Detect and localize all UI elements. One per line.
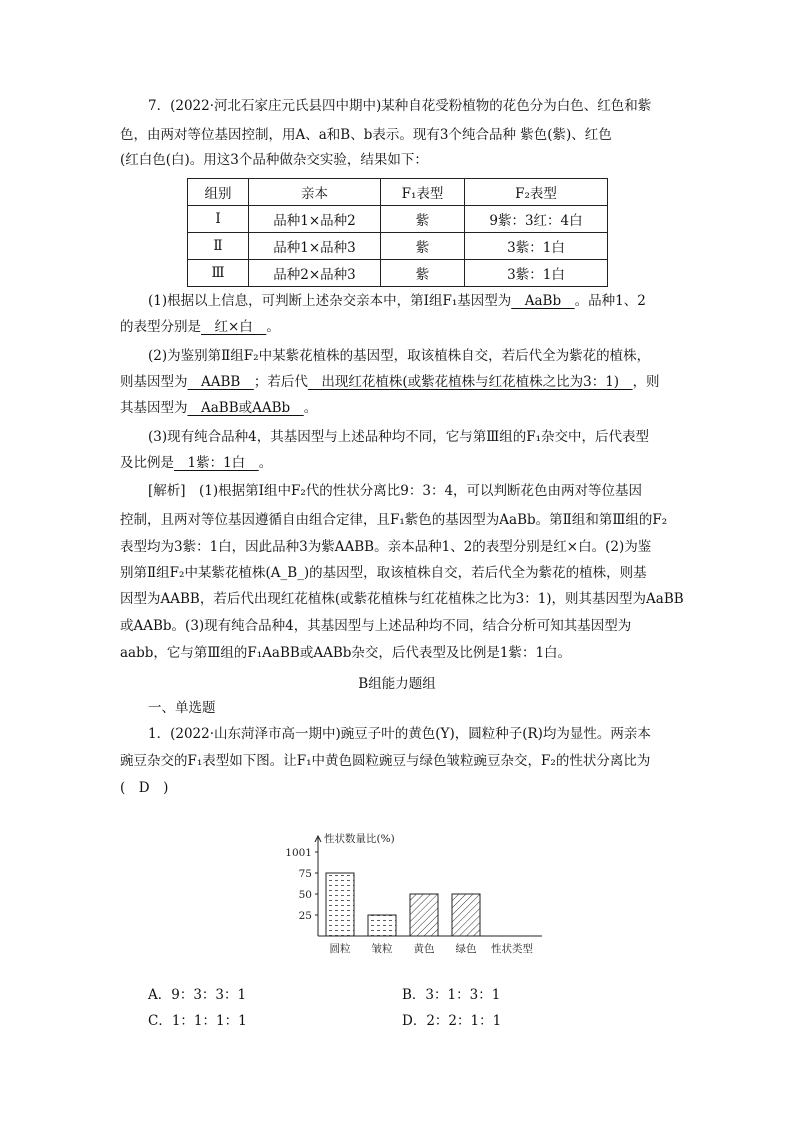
q1-line3: ( D ) <box>120 780 169 796</box>
x-tick-label: 圆粒 <box>329 943 351 955</box>
x-tick-label: 黄色 <box>413 943 435 955</box>
table-cell: Ⅱ <box>188 233 249 260</box>
q1-answer: D <box>138 780 150 796</box>
x-tick-label: 绿色 <box>455 943 477 955</box>
y-tick-label: 25 <box>298 910 312 922</box>
answer-blank: AaBb <box>511 293 575 309</box>
subsection-title: 一、单选题 <box>148 700 216 716</box>
option-d[interactable]: D．2：2：1：1 <box>402 1013 502 1029</box>
bar <box>410 894 438 936</box>
table-header: 组别 <box>188 179 249 206</box>
section-title: B组能力题组 <box>358 676 436 692</box>
q1-line1: 1．(2022·山东菏泽市高一期中)豌豆子叶的黄色(Y)，圆粒种子(R)均为显性。两亲本 <box>148 726 651 742</box>
results-table <box>187 178 608 287</box>
analysis-line: 别第Ⅱ组F₂中某紫花植株(A_B_)的基因型，取该植株自交，若后代全为紫花的植株，则基 <box>120 565 647 581</box>
answer-blank: AABB <box>187 374 254 390</box>
bar-chart <box>280 818 550 968</box>
table-cell: 3紫：1白 <box>465 260 608 287</box>
answer-blank: AaBB或AABb <box>187 400 304 416</box>
q7-part1-line1: (1)根据以上信息，可判断上述杂交亲本中，第Ⅰ组F₁基因型为 AaBb 。品种1、2 <box>148 293 646 309</box>
table-cell: 品种1×品种3 <box>249 233 381 260</box>
option-a[interactable]: A．9：3：3：1 <box>148 987 247 1003</box>
table-cell: Ⅲ <box>188 260 249 287</box>
table-cell: 品种1×品种2 <box>249 206 381 233</box>
q7-part2-line1: (2)为鉴别第Ⅱ组F₂中某紫花植株的基因型，取该植株自交，若后代全为紫花的植株， <box>148 348 651 364</box>
x-tick-label: 皱粒 <box>371 943 393 955</box>
table-cell: 3紫：1白 <box>465 233 608 260</box>
q7-line1: 7．(2022·河北石家庄元氏县四中期中)某种自花受粉植物的花色分为白色、红色和紫 <box>148 98 652 114</box>
q7-line3: (红白色(白)。用这3个品种做杂交实验，结果如下： <box>120 152 428 168</box>
analysis-line: 表型均为3紫：1白，因此品种3为紫AABB。亲本品种1、2的表型分别是红×白。(2)为鉴 <box>120 539 652 555</box>
q7-part2-line3: 其基因型为 AaBB或AABb 。 <box>120 400 318 416</box>
answer-blank: 红×白 <box>201 319 267 335</box>
table-row <box>188 206 608 233</box>
bar <box>452 894 480 936</box>
y-tick-label: 75 <box>298 868 312 880</box>
table-cell: 9紫：3红：4白 <box>465 206 608 233</box>
table-cell: Ⅰ <box>188 206 249 233</box>
table-row <box>188 233 608 260</box>
table-cell: 紫 <box>381 206 465 233</box>
table-header: F₂表型 <box>465 179 608 206</box>
table-header-row <box>188 179 608 206</box>
analysis-line: aabb，它与第Ⅲ组的F₁AaBB或AABb杂交，后代表型及比例是1紫：1白。 <box>120 645 572 661</box>
option-c[interactable]: C．1：1：1：1 <box>148 1013 247 1029</box>
table-header: F₁表型 <box>381 179 465 206</box>
analysis-line: [解析] (1)根据第Ⅰ组中F₂代的性状分离比9：3：4，可以判断花色由两对等位基因 <box>148 483 643 499</box>
analysis-line: 或AABb。(3)现有纯合品种4，其基因型与上述品种均不同，结合分析可知其基因型为 <box>120 618 632 634</box>
q7-line2: 色，由两对等位基因控制，用A、a和B、b表示。现有3个纯合品种 紫色(紫)、红色 <box>120 127 612 143</box>
table-cell: 品种2×品种3 <box>249 260 381 287</box>
table-cell: 紫 <box>381 260 465 287</box>
table-row <box>188 260 608 287</box>
q1-line2: 豌豆杂交的F₁表型如下图。让F₁中黄色圆粒豌豆与绿色皱粒豌豆杂交，F₂的性状分离比为 <box>120 753 651 769</box>
analysis-line: 因型为AABB，若后代出现红花植株(或紫花植株与红花植株之比为3：1)，则其基因型为AaBB <box>120 591 684 607</box>
answer-blank: 1紫：1白 <box>174 455 259 471</box>
q7-part1-line2: 的表型分别是 红×白 。 <box>120 319 280 335</box>
q7-part2-line2: 则基因型为 AABB ；若后代 出现红花植株(或紫花植株与红花植株之比为3：1) ，则 <box>120 374 660 390</box>
y-tick-label: 50 <box>298 889 312 901</box>
table-header: 亲本 <box>249 179 381 206</box>
table-cell: 紫 <box>381 233 465 260</box>
answer-blank: 出现红花植株(或紫花植株与红花植株之比为3：1) <box>307 374 633 390</box>
bar <box>368 915 396 936</box>
q7-part3-line2: 及比例是 1紫：1白 。 <box>120 455 273 471</box>
q7-part3-line1: (3)现有纯合品种4，其基因型与上述品种均不同，它与第Ⅲ组的F₁杂交中，后代表型 <box>148 429 650 445</box>
option-b[interactable]: B．3：1：3：1 <box>402 987 501 1003</box>
analysis-line: 控制，且两对等位基因遵循自由组合定律，且F₁紫色的基因型为AaBb。第Ⅱ组和第Ⅲ组的F₂ <box>120 512 668 528</box>
bar <box>326 873 354 936</box>
x-axis-label: 性状类型 <box>491 943 533 955</box>
y-axis-label: 性状数量比(%) <box>324 833 395 845</box>
y-tick-label: 1001 <box>285 847 312 859</box>
